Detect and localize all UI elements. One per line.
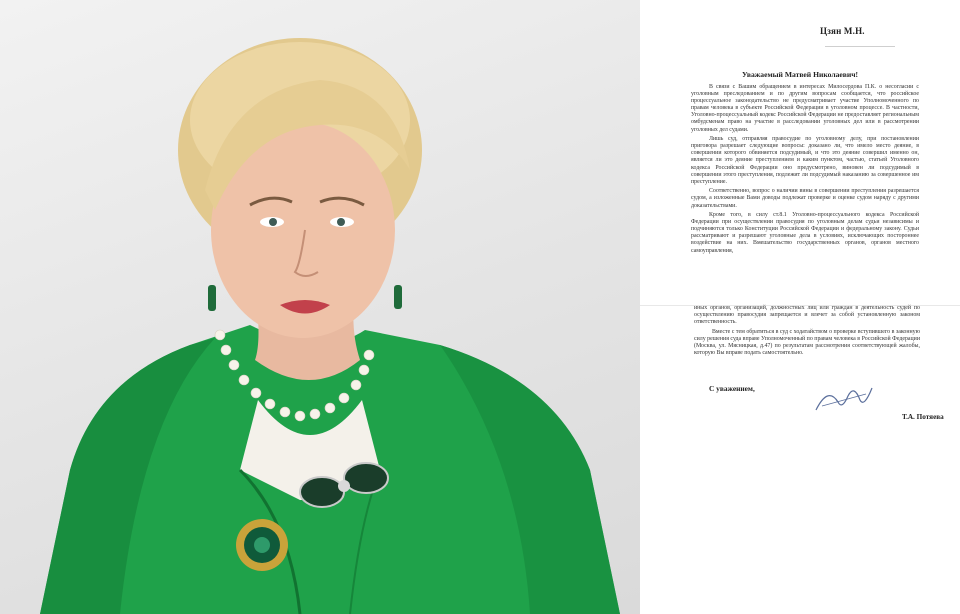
paragraph-6: Вместе с тем обратиться в суд с ходатайством о проверке вступившего в законную силу решения суда вправе Уполномоченный по правам человека в Российской Федерации (Москва, ул. Мясницкая, д.47) по результатам рассмотрения соответствующей жалобы, которую Вы вправе подать самостоятельно. [694, 328, 920, 357]
paragraph-5: иных органов, организаций, должностных лиц или граждан в деятельность судей по осуществлению правосудия запрещается и влечет за собой установленную законом ответственность. [694, 305, 920, 326]
addressee-underline [825, 46, 895, 47]
letter-body-bottom [694, 305, 920, 360]
greeting: Уважаемый Матвей Николаевич! [741, 70, 859, 79]
paragraph-2: Лишь суд, отправляя правосудие по уголовному делу, при постановлении приговора разрешает следующие вопросы: доказано ли, что имело место деяние, в совершении которого обвиняется подсудимый, и что это деяние совершил именно он, является ли это деяние преступлением и каким пунктом, частью, статьей Уголовного кодекса Российской Федерации оно предусмотрено, виновен ли подсудимый в совершении этого преступления, подлежит ли подсудимый наказанию за совершенное им преступление. [691, 136, 919, 185]
letter-body-top [691, 84, 919, 257]
letter-document [640, 0, 960, 614]
paragraph-1: В связи с Вашим обращением в интересах Милосердова П.К. о несогласии с уголовным преследованием и по другим вопросам сообщается, что российское процессуальное законодательство не предусматривает участие Уполномоченного по правам человека в субъекте Российской Федерации в уголовном процессе. В частности, Уголовно-процессуальный кодекс Российской Федерации не предоставляет региональным омбудсменам право на участие в расследовании уголовных дел или в рассмотрении уголовных дел судами. [691, 84, 919, 133]
round-brooch [236, 519, 288, 571]
addressee: Цзян М.Н. [820, 26, 865, 36]
paragraph-4: Кроме того, в силу ст.8.1 Уголовно-процессуального кодекса Российской Федерации при осуществлении правосудия по уголовным делам судьи независимы и подчиняются только Конституции Российской Федерации и федеральному закону. Судьи рассматривают и разрешают уголовные дела в условиях, исключающих постороннее воздействие на них. Вмешательство государственных органов, органов местного самоуправления, [691, 212, 919, 254]
closing: С уважением, [709, 384, 755, 393]
signer-name: Т.А. Потяева [902, 413, 944, 421]
signature-image [808, 380, 878, 420]
paragraph-3: Соответственно, вопрос о наличии вины в совершении преступления разрешается судом, а изложенные Вами доводы подлежат проверке и оценке судом наряду с другими доказательствами. [691, 188, 919, 209]
